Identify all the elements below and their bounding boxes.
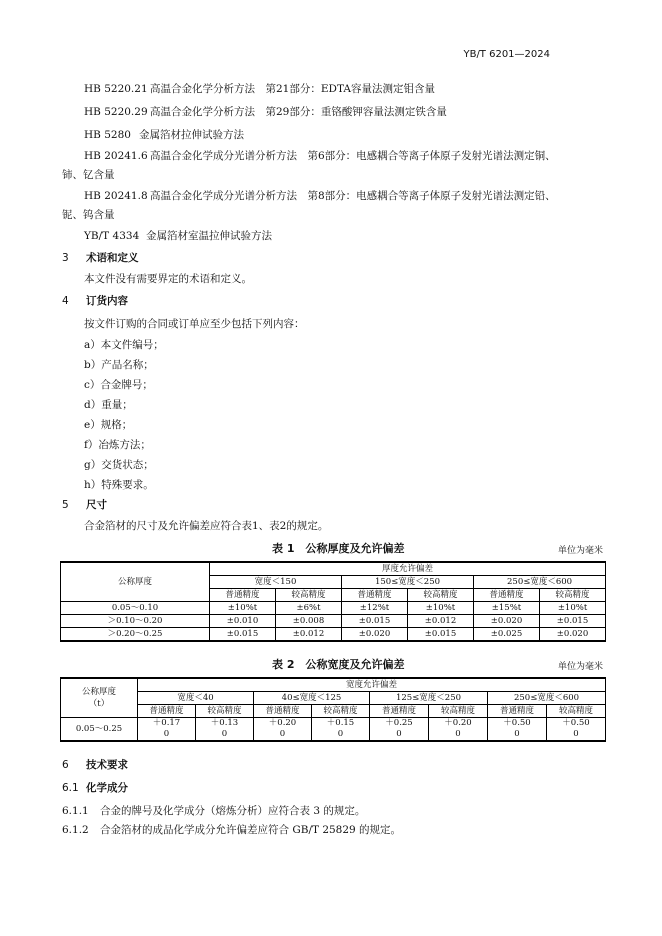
- clause-number: 6.1.1: [62, 805, 89, 817]
- order-item: b）产品名称；: [84, 359, 154, 371]
- clause-number: 6.1.2: [62, 824, 89, 836]
- reference-item: [84, 81, 435, 96]
- width-group-header: 250≤宽度＜600: [488, 692, 606, 705]
- upper-deviation: ＋0.50: [562, 718, 590, 728]
- upper-deviation: ＋0.25: [385, 718, 413, 728]
- table-cell: ±0.020: [540, 628, 606, 642]
- table-1-thickness-header: 公称厚度: [61, 562, 210, 602]
- order-item: a）本文件编号；: [84, 339, 164, 351]
- reference-item: [84, 104, 447, 119]
- precision-header: 较高精度: [196, 705, 254, 718]
- table-2-tolerance-header: 宽度允许偏差: [138, 678, 606, 692]
- precision-header: 普通精度: [138, 705, 196, 718]
- table-1: [60, 561, 606, 642]
- reference-item: [84, 127, 244, 142]
- tolerance-cell: [429, 718, 488, 742]
- section-4-intro: 按文件订购的合同或订单应至少包括下列内容：: [84, 318, 305, 330]
- reference-code: HB 5220.21: [84, 83, 148, 95]
- table-cell: ±0.025: [474, 628, 540, 642]
- lower-deviation: 0: [279, 729, 286, 739]
- reference-title: 金属箔材拉伸试验方法: [139, 129, 244, 141]
- table-cell: ±15%t: [474, 602, 540, 615]
- section-3-body: 本文件没有需要界定的术语和定义。: [84, 273, 252, 285]
- precision-header: 较高精度: [547, 705, 606, 718]
- order-item: e）规格；: [84, 419, 133, 431]
- row-label: ＞0.20～0.25: [61, 628, 210, 642]
- precision-header: 较高精度: [429, 705, 488, 718]
- precision-header: 较高精度: [276, 589, 342, 602]
- tolerance-cell: [312, 718, 370, 742]
- thickness-label: 公称厚度: [81, 687, 116, 697]
- table-row: [61, 615, 606, 628]
- order-item: c）合金牌号；: [84, 379, 153, 391]
- reference-title: 高温合金化学分析方法 第29部分：重铬酸钾容量法测定铁含量: [150, 106, 447, 118]
- section-5-heading: 5 尺寸: [62, 499, 107, 511]
- upper-deviation: ＋0.15: [326, 718, 355, 728]
- table-cell: ±0.020: [342, 628, 408, 642]
- section-6-1-heading: 6.1 化学成分: [62, 782, 128, 794]
- upper-deviation: ＋0.13: [210, 718, 239, 728]
- standard-code-header: YB/T 6201—2024: [463, 49, 550, 60]
- thickness-symbol: （t）: [88, 699, 110, 709]
- table-1-tolerance-header: 厚度允许偏差: [210, 562, 606, 576]
- table-cell: ±0.015: [540, 615, 606, 628]
- section-6-heading: 6 技术要求: [62, 759, 128, 771]
- row-label: 0.05～0.10: [61, 602, 210, 615]
- width-group-header: 150≤宽度＜250: [342, 576, 474, 589]
- precision-header: 普通精度: [370, 705, 429, 718]
- table-cell: ±10%t: [408, 602, 474, 615]
- table-cell: ±0.012: [276, 628, 342, 642]
- clause-text: 合金箔材的成品化学成分允许偏差应符合 GB/T 25829 的规定。: [100, 824, 402, 836]
- reference-continuation: 铈、钇含量: [62, 169, 115, 181]
- table-cell: ±6%t: [276, 602, 342, 615]
- width-group-header: 125≤宽度＜250: [370, 692, 488, 705]
- tolerance-cell: [488, 718, 547, 742]
- reference-title: 高温合金化学分析方法 第21部分：EDTA容量法测定钼含量: [150, 83, 435, 95]
- reference-code: HB 20241.8: [84, 190, 148, 202]
- lower-deviation: 0: [573, 729, 579, 739]
- precision-header: 普通精度: [474, 589, 540, 602]
- table-cell: ±0.008: [276, 615, 342, 628]
- reference-title: 高温合金化学成分光谱分析方法 第8部分：电感耦合等离子体原子发射光谱法测定铅、: [150, 190, 556, 202]
- upper-deviation: ＋0.17: [152, 718, 181, 728]
- width-group-header: 宽度＜150: [210, 576, 342, 589]
- reference-title: 金属箔材室温拉伸试验方法: [146, 230, 272, 242]
- lower-deviation: 0: [514, 729, 520, 739]
- clause-6-1-2: [62, 822, 401, 837]
- reference-title: 高温合金化学成分光谱分析方法 第6部分：电感耦合等离子体原子发射光谱法测定铜、: [150, 150, 556, 162]
- row-label: 0.05～0.25: [61, 718, 138, 742]
- clause-text: 合金的牌号及化学成分（熔炼分析）应符合表 3 的规定。: [100, 805, 366, 817]
- table-2-caption: 表 2 公称宽度及允许偏差: [272, 658, 405, 671]
- table-row: [61, 718, 606, 742]
- precision-header: 普通精度: [488, 705, 547, 718]
- tolerance-cell: [196, 718, 254, 742]
- tolerance-cell: [138, 718, 196, 742]
- table-cell: ±0.015: [210, 628, 276, 642]
- order-item: g）交货状态；: [84, 459, 154, 471]
- clause-6-1-1: [62, 803, 365, 818]
- section-5-body: 合金箔材的尺寸及允许偏差应符合表1、表2的规定。: [84, 520, 329, 532]
- tolerance-cell: [370, 718, 429, 742]
- lower-deviation: 0: [221, 729, 228, 739]
- reference-code: HB 5220.29: [84, 106, 148, 118]
- reference-item: [84, 148, 556, 163]
- lower-deviation: 0: [337, 729, 344, 739]
- width-group-header: 宽度＜40: [138, 692, 254, 705]
- precision-header: 较高精度: [540, 589, 606, 602]
- row-label: ＞0.10～0.20: [61, 615, 210, 628]
- section-4-heading: 4 订货内容: [62, 295, 128, 307]
- precision-header: 普通精度: [210, 589, 276, 602]
- order-item: h）特殊要求。: [84, 479, 154, 491]
- table-2-thickness-header: [61, 678, 138, 718]
- reference-item: [84, 188, 556, 203]
- reference-code: HB 20241.6: [84, 150, 148, 162]
- lower-deviation: 0: [163, 729, 170, 739]
- table-cell: ±10%t: [210, 602, 276, 615]
- table-cell: ±0.020: [474, 615, 540, 628]
- table-cell: ±0.015: [342, 615, 408, 628]
- precision-header: 普通精度: [342, 589, 408, 602]
- reference-code: HB 5280: [84, 129, 131, 141]
- table-2-unit: 单位为毫米: [557, 662, 603, 672]
- lower-deviation: 0: [455, 729, 461, 739]
- tolerance-cell: [254, 718, 312, 742]
- table-cell: ±0.015: [408, 628, 474, 642]
- table-row: [61, 628, 606, 642]
- tolerance-cell: [547, 718, 606, 742]
- table-cell: ±0.012: [408, 615, 474, 628]
- precision-header: 普通精度: [254, 705, 312, 718]
- lower-deviation: 0: [396, 729, 402, 739]
- order-item: f）冶炼方法；: [84, 439, 151, 451]
- table-1-caption: 表 1 公称厚度及允许偏差: [272, 542, 405, 555]
- upper-deviation: ＋0.50: [503, 718, 531, 728]
- precision-header: 较高精度: [312, 705, 370, 718]
- precision-header: 较高精度: [408, 589, 474, 602]
- reference-item: [84, 228, 272, 243]
- section-3-heading: 3 术语和定义: [62, 252, 139, 264]
- reference-code: YB/T 4334: [84, 230, 140, 242]
- table-cell: ±0.010: [210, 615, 276, 628]
- table-cell: ±12%t: [342, 602, 408, 615]
- upper-deviation: ＋0.20: [268, 718, 297, 728]
- table-row: [61, 602, 606, 615]
- table-2: [60, 677, 606, 742]
- width-group-header: 40≤宽度＜125: [254, 692, 370, 705]
- table-1-unit: 单位为毫米: [557, 546, 603, 556]
- table-cell: ±10%t: [540, 602, 606, 615]
- upper-deviation: ＋0.20: [444, 718, 472, 728]
- reference-continuation: 铌、钨含量: [62, 209, 115, 221]
- width-group-header: 250≤宽度＜600: [474, 576, 606, 589]
- order-item: d）重量；: [84, 399, 133, 411]
